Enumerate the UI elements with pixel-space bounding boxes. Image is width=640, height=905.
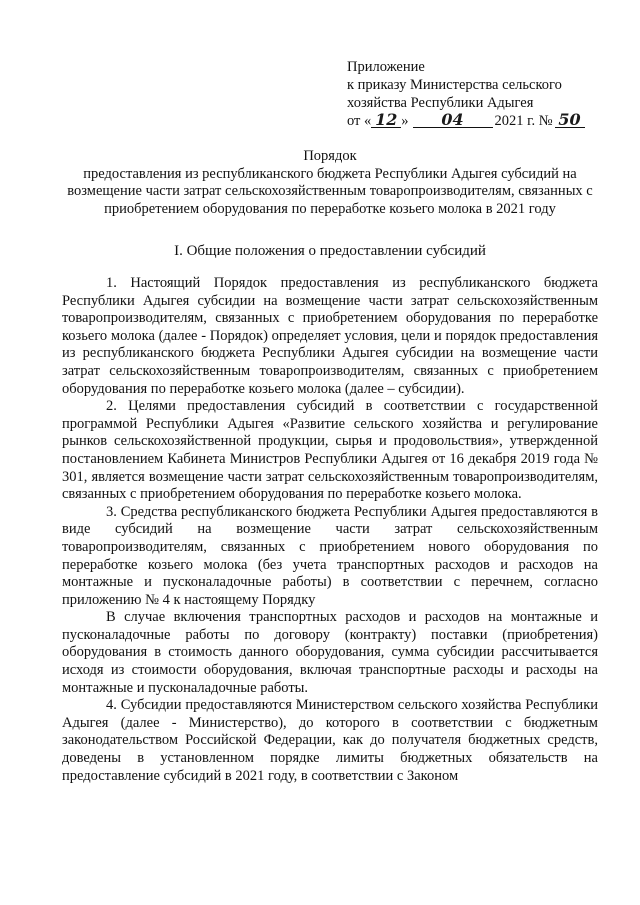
date-quote: » — [401, 113, 409, 129]
paragraph-1: 1. Настоящий Порядок предоставления из республиканского бюджета Республики Адыгея субсидии на возмещение части затрат сельскохозяйственным товаропроизводителям, связанных с приобретением оборудования по переработке козьего молока (далее - Порядок) определяет условия, цели и порядок предоставления из республиканского бюджета Республики Адыгея субсидии на возмещение части затрат сельскохозяйственным товаропроизводителям, связанных с приобретением оборудования по переработке козьего молока (далее – субсидии). — [62, 275, 598, 397]
title-word: Порядок — [303, 148, 357, 164]
appendix-title: Приложение — [347, 59, 425, 75]
date-year: 2021 г. № — [494, 113, 553, 129]
paragraph-3: 3. Средства республиканского бюджета Республики Адыгея предоставляются в виде субсидий на возмещение части затрат сельскохозяйственным товаропроизводителям, связанных с приобретением нового оборудования по переработке козьего молока (без учета транспортных расходов и расходов на монтажные и пусконаладочные работы) в соответствии с перечнем, согласно приложению № 4 к настоящему Порядку — [62, 503, 598, 608]
appendix-order-line: к приказу Министерства сельского — [347, 77, 562, 93]
handwritten-number: 50 — [555, 112, 585, 128]
section-heading: I. Общие положения о предоставлении субсидий — [174, 243, 486, 259]
handwritten-day: 12 — [371, 112, 401, 128]
appendix-block — [347, 58, 617, 130]
document-body — [62, 275, 598, 785]
appendix-ministry-line: хозяйства Республики Адыгея — [347, 95, 534, 111]
appendix-date-line — [347, 112, 617, 130]
paragraph-4: 4. Субсидии предоставляются Министерством сельского хозяйства Республики Адыгея (далее - Министерство), до которого в соответствии с бюджетным законодательством Российской Федерации, как до получателя бюджетных средств, доведены в установленном порядке лимиты бюджетных обязательств на предоставление субсидий в 2021 году, в соответствии с Законом — [62, 697, 598, 784]
document-title — [60, 148, 600, 218]
title-text: предоставления из республиканского бюджета Республики Адыгея субсидий на возмещение части затрат сельскохозяйственным товаропроизводителям, связанных с приобретением оборудования по переработке козьего молока в 2021 году — [67, 165, 593, 217]
date-prefix: от « — [347, 113, 372, 129]
paragraph-3-continuation: В случае включения транспортных расходов и расходов на монтажные и пусконаладочные работы по договору (контракту) поставки (приобретения) оборудования в стоимость данного оборудования, сумма субсидии рассчитывается исходя из стоимости оборудования, включая транспортные расходы и расходы на монтажные и пусконаладочные работы. — [62, 609, 598, 696]
paragraph-2: 2. Целями предоставления субсидий в соответствии с государственной программой Республики Адыгея «Развитие сельского хозяйства и регулирование рынков сельскохозяйственной продукции, сырья и продовольствия», утвержденной постановлением Кабинета Министров Республики Адыгея от 16 декабря 2019 года № 301, является возмещение части затрат сельскохозяйственным товаропроизводителям, связанных с приобретением оборудования по переработке козьего молока. — [62, 398, 598, 503]
handwritten-month: 04 — [413, 112, 493, 128]
